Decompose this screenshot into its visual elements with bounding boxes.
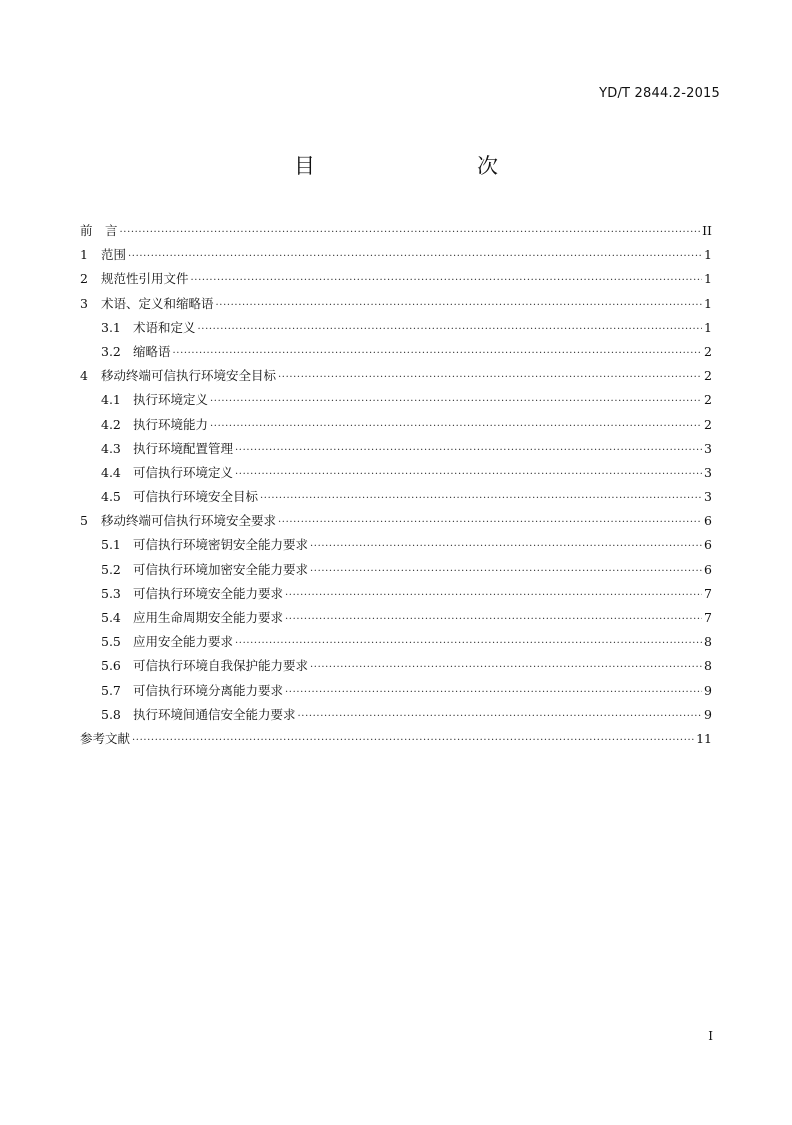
toc-entry-label: 前 言 <box>80 223 118 238</box>
toc-entry[interactable] <box>80 364 712 388</box>
toc-dot-leader <box>210 390 702 414</box>
toc-dot-leader <box>310 560 702 584</box>
toc-dot-leader <box>310 656 702 680</box>
toc-entry-label: 应用生命周期安全能力要求 <box>133 610 284 625</box>
toc-entry-label: 移动终端可信执行环境安全目标 <box>101 368 277 384</box>
toc-entry-label: 范围 <box>101 247 127 263</box>
toc-entry-page: 2 <box>704 343 712 359</box>
toc-entry[interactable] <box>80 219 712 243</box>
toc-entry-number: 4.5 <box>101 489 121 505</box>
toc-entry[interactable] <box>80 606 712 630</box>
toc-entry[interactable] <box>80 437 712 461</box>
toc-entry-page: 3 <box>704 440 712 456</box>
toc-entry-page: 9 <box>704 682 712 698</box>
toc-dot-leader <box>216 294 703 318</box>
toc-entry-page: 2 <box>704 368 712 384</box>
toc-entry-number: 4 <box>80 368 88 384</box>
toc-entry-label: 参考文献 <box>80 730 131 746</box>
toc-entry-page: 11 <box>696 730 712 746</box>
page-number: I <box>708 1029 713 1043</box>
toc-entry-label: 术语、定义和缩略语 <box>101 295 214 311</box>
toc-entry-label: 移动终端可信执行环境安全要求 <box>101 513 277 529</box>
toc-entry-number: 5.2 <box>101 561 121 577</box>
toc-dot-leader <box>128 245 702 269</box>
toc-entry-number: 3 <box>80 295 88 311</box>
toc-dot-leader <box>173 342 703 366</box>
toc-dot-leader <box>120 221 701 245</box>
toc-entry-page: 2 <box>704 392 712 408</box>
toc-dot-leader <box>278 366 702 390</box>
toc-entry-label: 可信执行环境加密安全能力要求 <box>133 561 309 577</box>
toc-entry-number: 5.4 <box>101 610 121 625</box>
toc-entry-page: 3 <box>704 464 712 480</box>
toc-dot-leader <box>310 535 702 559</box>
toc-entry-label: 术语和定义 <box>133 319 196 335</box>
toc-entry-label: 可信执行环境分离能力要求 <box>133 682 284 698</box>
toc-dot-leader <box>198 318 703 342</box>
toc-entry-label: 可信执行环境密钥安全能力要求 <box>133 537 309 553</box>
toc-entry-number: 4.4 <box>101 464 121 480</box>
toc-entry-number: 3.1 <box>101 319 121 335</box>
document-code: YD/T 2844.2-2015 <box>599 86 720 101</box>
toc-entry-page: II <box>702 223 712 238</box>
toc-entry[interactable] <box>80 316 712 340</box>
table-of-contents <box>80 219 712 751</box>
toc-entry-number: 5.1 <box>101 537 121 553</box>
toc-entry-number: 5.6 <box>101 658 121 674</box>
toc-entry[interactable] <box>80 340 712 364</box>
toc-entry-page: 1 <box>704 271 712 287</box>
toc-entry[interactable] <box>80 679 712 703</box>
toc-entry[interactable] <box>80 558 712 582</box>
toc-dot-leader <box>191 269 703 293</box>
toc-dot-leader <box>298 705 703 729</box>
toc-entry-number: 5.7 <box>101 682 121 698</box>
toc-entry-label: 规范性引用文件 <box>101 271 189 287</box>
toc-entry-page: 6 <box>704 561 712 577</box>
toc-dot-leader <box>210 415 702 439</box>
toc-entry-page: 6 <box>704 537 712 553</box>
toc-entry[interactable] <box>80 461 712 485</box>
toc-entry-label: 可信执行环境定义 <box>133 464 234 480</box>
toc-dot-leader <box>260 487 702 511</box>
toc-dot-leader <box>132 729 694 753</box>
toc-dot-leader <box>278 511 702 535</box>
toc-entry-page: 6 <box>704 513 712 529</box>
toc-dot-leader <box>285 584 702 608</box>
toc-entry-label: 执行环境间通信安全能力要求 <box>133 706 296 722</box>
toc-entry[interactable] <box>80 630 712 654</box>
toc-dot-leader <box>235 463 702 487</box>
toc-entry[interactable] <box>80 243 712 267</box>
toc-entry[interactable] <box>80 485 712 509</box>
toc-entry-page: 7 <box>704 610 712 625</box>
page-title: 目 次 <box>294 154 538 178</box>
toc-entry-number: 1 <box>80 247 88 263</box>
toc-entry-number: 5.8 <box>101 706 121 722</box>
toc-entry-label: 可信执行环境安全目标 <box>133 489 259 505</box>
toc-entry-number: 2 <box>80 271 88 287</box>
toc-entry-page: 8 <box>704 658 712 674</box>
toc-entry-label: 执行环境配置管理 <box>133 440 234 456</box>
toc-entry-page: 9 <box>704 706 712 722</box>
toc-entry-label: 应用安全能力要求 <box>133 634 234 650</box>
toc-entry[interactable] <box>80 654 712 678</box>
toc-entry-page: 7 <box>704 585 712 601</box>
toc-entry-number: 4.1 <box>101 392 121 408</box>
toc-entry[interactable] <box>80 582 712 606</box>
toc-entry-page: 1 <box>704 295 712 311</box>
toc-entry[interactable] <box>80 509 712 533</box>
toc-entry-number: 5.5 <box>101 634 121 650</box>
toc-entry-label: 可信执行环境自我保护能力要求 <box>133 658 309 674</box>
toc-entry-number: 5 <box>80 513 88 529</box>
toc-entry-page: 8 <box>704 634 712 650</box>
toc-entry-label: 可信执行环境安全能力要求 <box>133 585 284 601</box>
toc-entry-page: 3 <box>704 489 712 505</box>
toc-entry-page: 1 <box>704 247 712 263</box>
toc-entry[interactable] <box>80 292 712 316</box>
toc-entry-label: 缩略语 <box>133 343 171 359</box>
toc-entry-page: 1 <box>704 319 712 335</box>
toc-entry-number: 5.3 <box>101 585 121 601</box>
toc-dot-leader <box>285 681 702 705</box>
toc-entry[interactable] <box>80 727 712 751</box>
toc-entry-label: 执行环境能力 <box>133 416 209 432</box>
toc-dot-leader <box>235 632 702 656</box>
toc-entry-number: 4.3 <box>101 440 121 456</box>
toc-entry-number: 3.2 <box>101 343 121 359</box>
toc-dot-leader <box>285 608 702 632</box>
toc-entry[interactable] <box>80 703 712 727</box>
toc-entry[interactable] <box>80 533 712 557</box>
toc-entry[interactable] <box>80 388 712 412</box>
toc-entry-number: 4.2 <box>101 416 121 432</box>
toc-entry-page: 2 <box>704 416 712 432</box>
toc-dot-leader <box>235 439 702 463</box>
toc-entry-label: 执行环境定义 <box>133 392 209 408</box>
toc-entry[interactable] <box>80 413 712 437</box>
toc-entry[interactable] <box>80 267 712 291</box>
